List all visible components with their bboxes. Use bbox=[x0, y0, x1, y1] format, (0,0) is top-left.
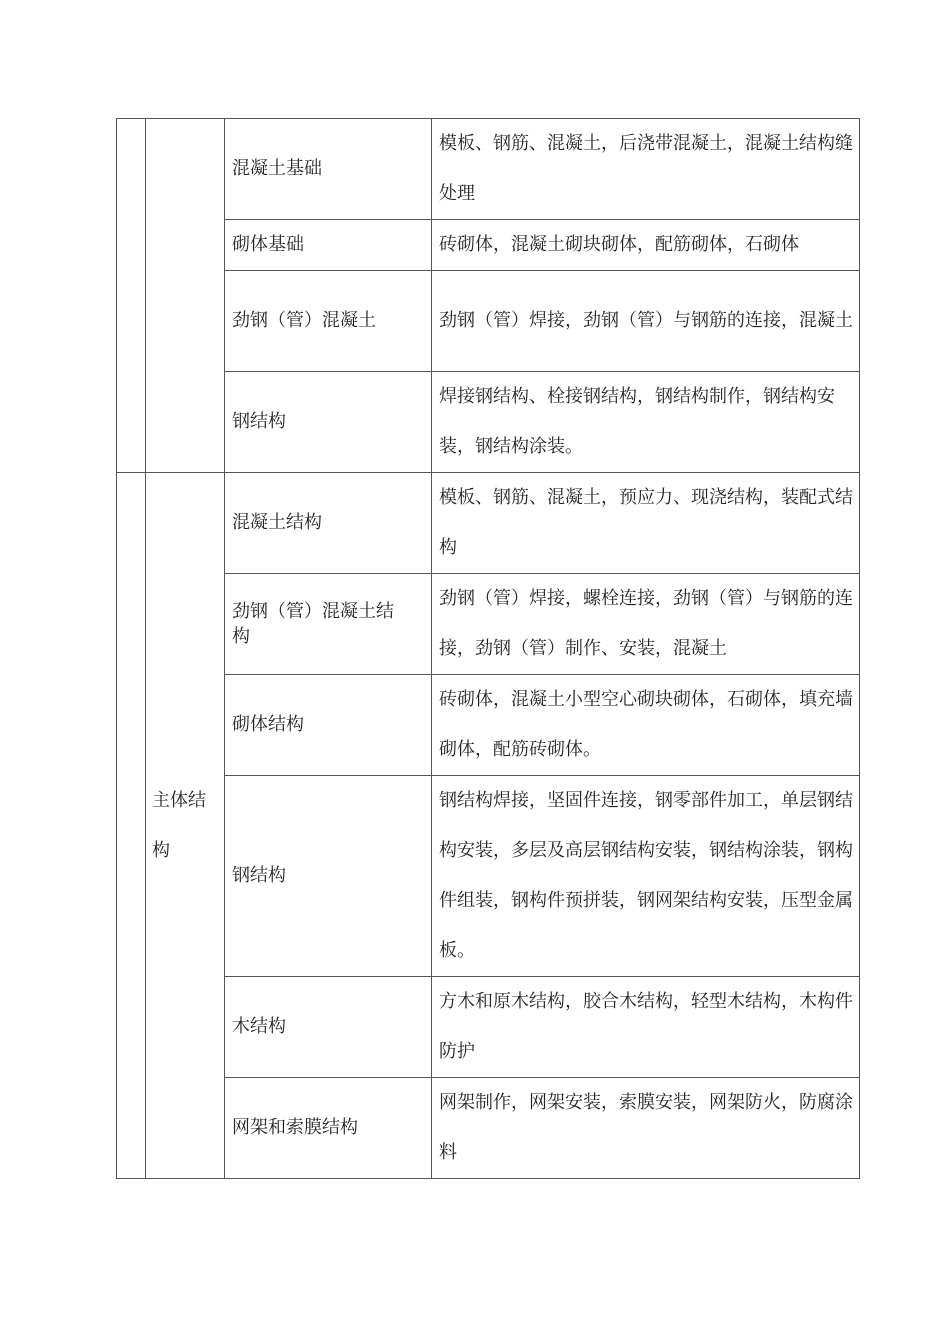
table-row bbox=[117, 473, 860, 574]
table-row bbox=[117, 977, 860, 1078]
items-cell: 砖砌体，混凝土砌块砌体，配筋砌体，石砌体 bbox=[432, 220, 860, 271]
items-cell: 方木和原木结构，胶合木结构，轻型木结构，木构件防护 bbox=[432, 977, 860, 1078]
items-cell: 劲钢（管）焊接，螺栓连接，劲钢（管）与钢筋的连接，劲钢（管）制作、安装，混凝土 bbox=[432, 574, 860, 675]
items-cell: 钢结构焊接，坚固件连接，钢零部件加工，单层钢结构安装，多层及高层钢结构安装，钢结构涂装，钢构件组装，钢构件预拼装，钢网架结构安装，压型金属板。 bbox=[432, 776, 860, 977]
construction-items-table bbox=[116, 118, 860, 1179]
index-cell bbox=[117, 119, 146, 473]
subitem-cell: 劲钢（管）混凝土结 构 bbox=[225, 574, 432, 675]
table-row bbox=[117, 119, 860, 220]
subitem-cell: 劲钢（管）混凝土 bbox=[225, 271, 432, 372]
items-cell: 劲钢（管）焊接，劲钢（管）与钢筋的连接，混凝土 bbox=[432, 271, 860, 372]
subitem-cell: 砌体结构 bbox=[225, 675, 432, 776]
table-row bbox=[117, 776, 860, 977]
table-row bbox=[117, 220, 860, 271]
table-row bbox=[117, 372, 860, 473]
subitem-cell: 钢结构 bbox=[225, 372, 432, 473]
subitem-cell: 网架和索膜结构 bbox=[225, 1078, 432, 1179]
table-row bbox=[117, 271, 860, 372]
table-row bbox=[117, 574, 860, 675]
index-cell bbox=[117, 473, 146, 1179]
items-cell: 网架制作，网架安装，索膜安装，网架防火，防腐涂料 bbox=[432, 1078, 860, 1179]
items-cell: 模板、钢筋、混凝土，后浇带混凝土，混凝土结构缝处理 bbox=[432, 119, 860, 220]
subitem-cell: 混凝土结构 bbox=[225, 473, 432, 574]
items-cell: 砖砌体，混凝土小型空心砌块砌体，石砌体，填充墙砌体，配筋砖砌体。 bbox=[432, 675, 860, 776]
items-cell: 焊接钢结构、栓接钢结构，钢结构制作，钢结构安装，钢结构涂装。 bbox=[432, 372, 860, 473]
subitem-cell: 木结构 bbox=[225, 977, 432, 1078]
subitem-cell: 混凝土基础 bbox=[225, 119, 432, 220]
table-row bbox=[117, 1078, 860, 1179]
table-row bbox=[117, 675, 860, 776]
items-cell: 模板、钢筋、混凝土，预应力、现浇结构，装配式结构 bbox=[432, 473, 860, 574]
group-label-cell: 主体结构 bbox=[146, 473, 225, 1179]
group-label-cell bbox=[146, 119, 225, 473]
subitem-cell: 钢结构 bbox=[225, 776, 432, 977]
subitem-cell: 砌体基础 bbox=[225, 220, 432, 271]
